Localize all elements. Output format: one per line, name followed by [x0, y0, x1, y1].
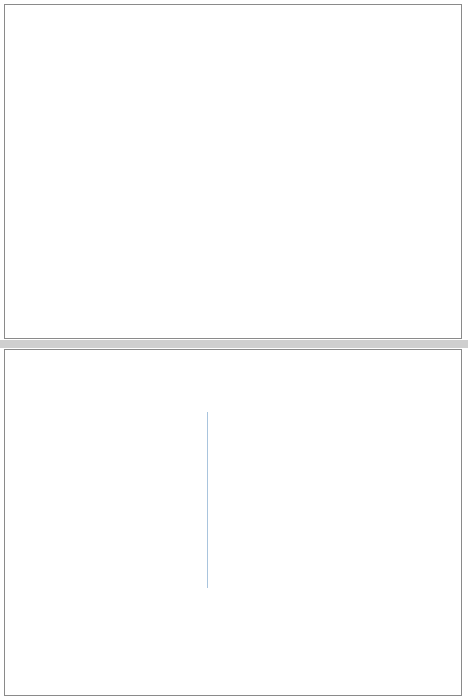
slide-example-output — [4, 349, 462, 696]
slide-exercise-4 — [4, 4, 462, 339]
slide-separator — [0, 340, 468, 348]
column-divider — [207, 412, 208, 588]
